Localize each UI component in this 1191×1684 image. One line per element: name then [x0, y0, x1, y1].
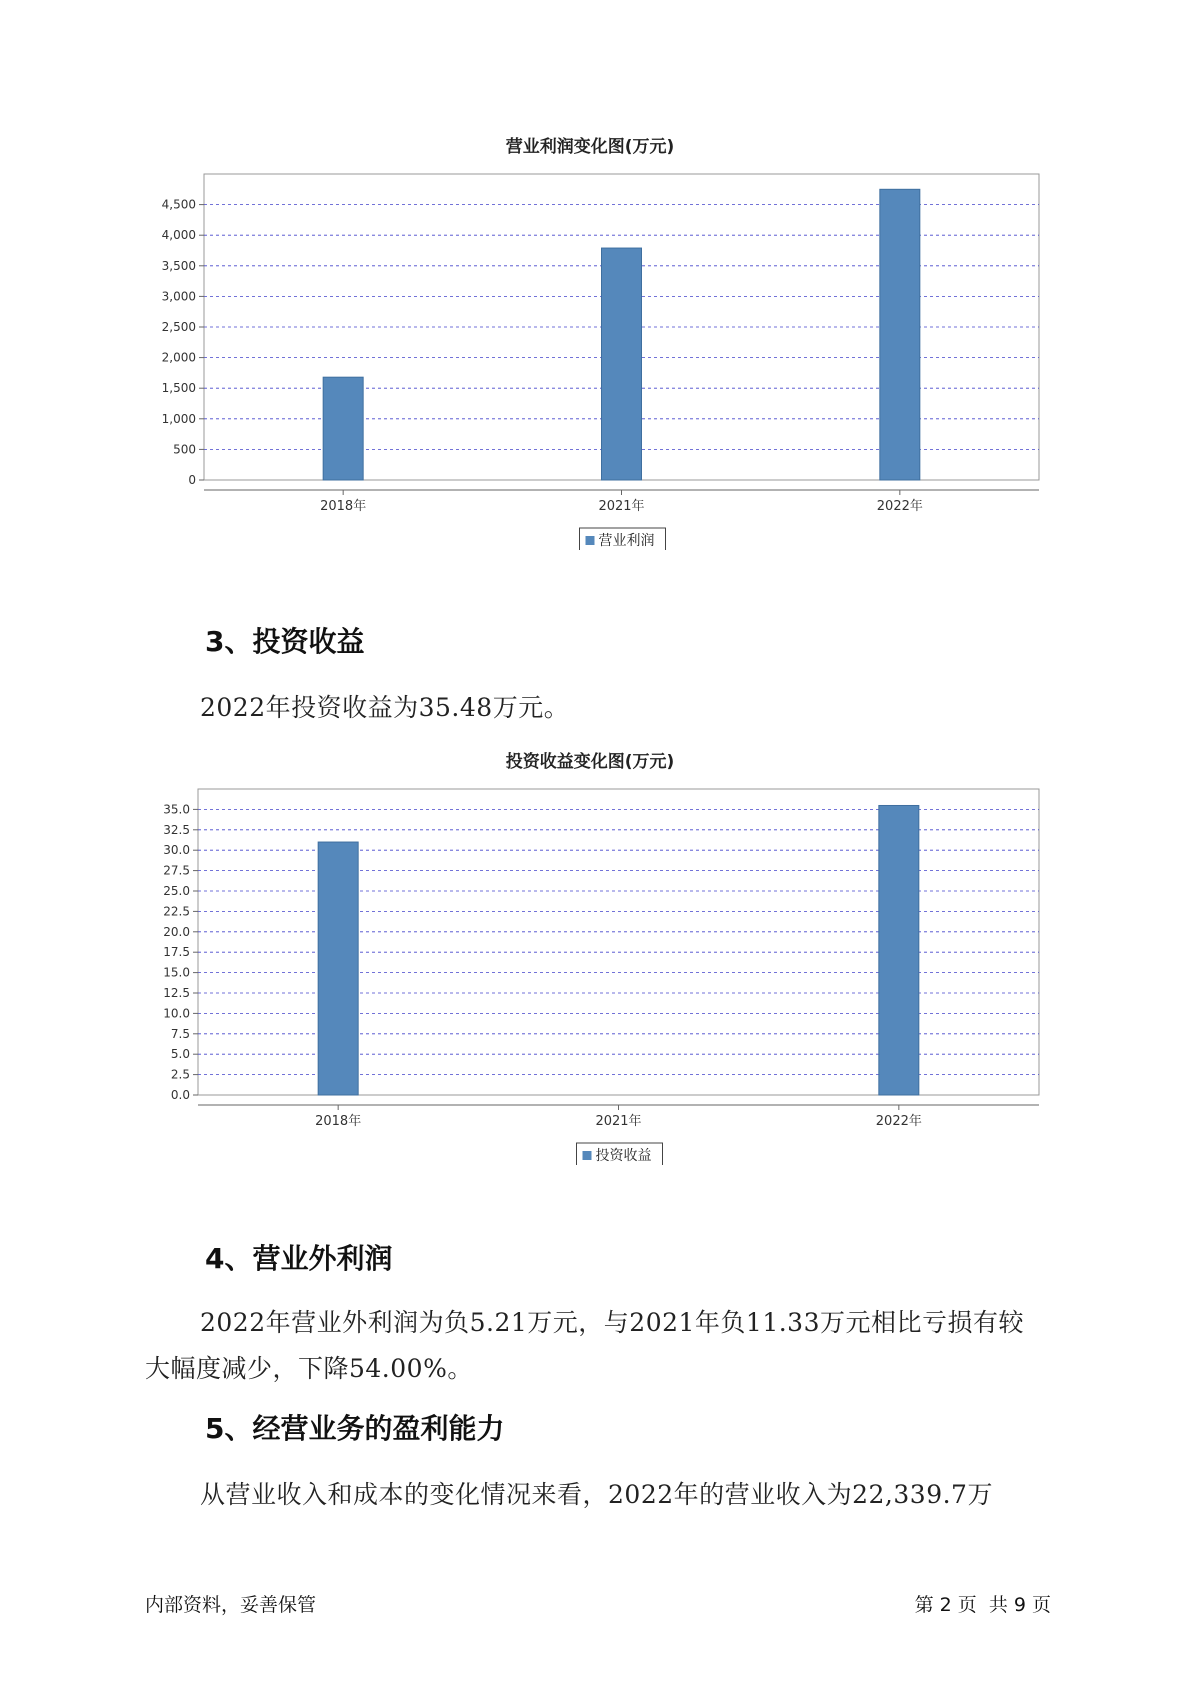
x-tick-label: 2021年 [598, 499, 645, 514]
y-tick-label: 0.0 [170, 1088, 190, 1102]
bar [602, 248, 642, 480]
y-tick-label: 35.0 [163, 802, 190, 817]
chart-title: 投资收益变化图(万元) [505, 752, 675, 772]
y-tick-label: 4,000 [161, 228, 196, 243]
y-tick-label: 0 [188, 473, 196, 487]
y-tick-label: 30.0 [163, 843, 190, 858]
paragraph-profitability-line1: 从营业收入和成本的变化情况来看，2022年的营业收入为22,339.7万 [200, 1480, 993, 1509]
legend-label: 营业利润 [598, 533, 655, 549]
y-tick-label: 17.5 [163, 945, 190, 960]
x-tick-label: 2022年 [875, 1114, 922, 1129]
y-tick-label: 3,000 [161, 289, 196, 304]
x-tick-label: 2018年 [320, 499, 367, 514]
y-tick-label: 5.0 [170, 1047, 190, 1062]
legend [577, 1143, 663, 1165]
legend [580, 528, 666, 550]
chart-title: 营业利润变化图(万元) [505, 137, 675, 157]
chart-operating-profit [140, 130, 1040, 550]
bar [323, 377, 363, 480]
y-tick-label: 25.0 [163, 884, 190, 898]
y-tick-label: 7.5 [170, 1026, 190, 1041]
paragraph-non-operating-line1: 2022年营业外利润为负5.21万元，与2021年负11.33万元相比亏损有较 [200, 1308, 1024, 1337]
y-tick-label: 1,000 [161, 411, 196, 426]
paragraph-non-operating-line2: 大幅度减少，下降54.00%。 [145, 1354, 473, 1383]
y-tick-label: 2,000 [161, 350, 196, 365]
y-tick-label: 22.5 [163, 904, 190, 919]
y-tick-label: 12.5 [163, 986, 190, 1000]
bar [318, 842, 358, 1095]
bar [879, 805, 919, 1095]
section-heading-profitability: 5、经营业务的盈利能力 [205, 1412, 505, 1445]
section-heading-non-operating-profit: 4、营业外利润 [205, 1242, 393, 1275]
x-tick-label: 2021年 [595, 1114, 642, 1129]
y-tick-label: 10.0 [163, 1006, 190, 1021]
legend-swatch [586, 536, 595, 545]
legend-swatch [583, 1151, 592, 1160]
x-tick-label: 2022年 [876, 499, 923, 514]
footer-page-number: 第 2 页 共 9 页 [914, 1594, 1051, 1616]
y-tick-label: 1,500 [161, 381, 196, 396]
section-heading-investment-income: 3、投资收益 [205, 625, 365, 658]
chart-svg [140, 160, 1040, 550]
legend-label: 投资收益 [595, 1148, 652, 1164]
y-tick-label: 32.5 [163, 822, 190, 837]
y-tick-label: 3,500 [161, 258, 196, 273]
y-tick-label: 27.5 [163, 863, 190, 878]
y-tick-label: 500 [173, 442, 196, 457]
chart-svg [140, 775, 1040, 1165]
bar [880, 189, 920, 480]
y-tick-label: 15.0 [163, 965, 190, 980]
y-tick-label: 20.0 [163, 924, 190, 939]
footer-confidential-note: 内部资料，妥善保管 [145, 1594, 317, 1616]
y-tick-label: 2.5 [170, 1067, 190, 1082]
paragraph-investment-income: 2022年投资收益为35.48万元。 [200, 693, 570, 722]
y-tick-label: 4,500 [161, 197, 196, 212]
y-tick-label: 2,500 [161, 320, 196, 334]
x-tick-label: 2018年 [315, 1114, 362, 1129]
chart-investment-income [140, 745, 1040, 1165]
